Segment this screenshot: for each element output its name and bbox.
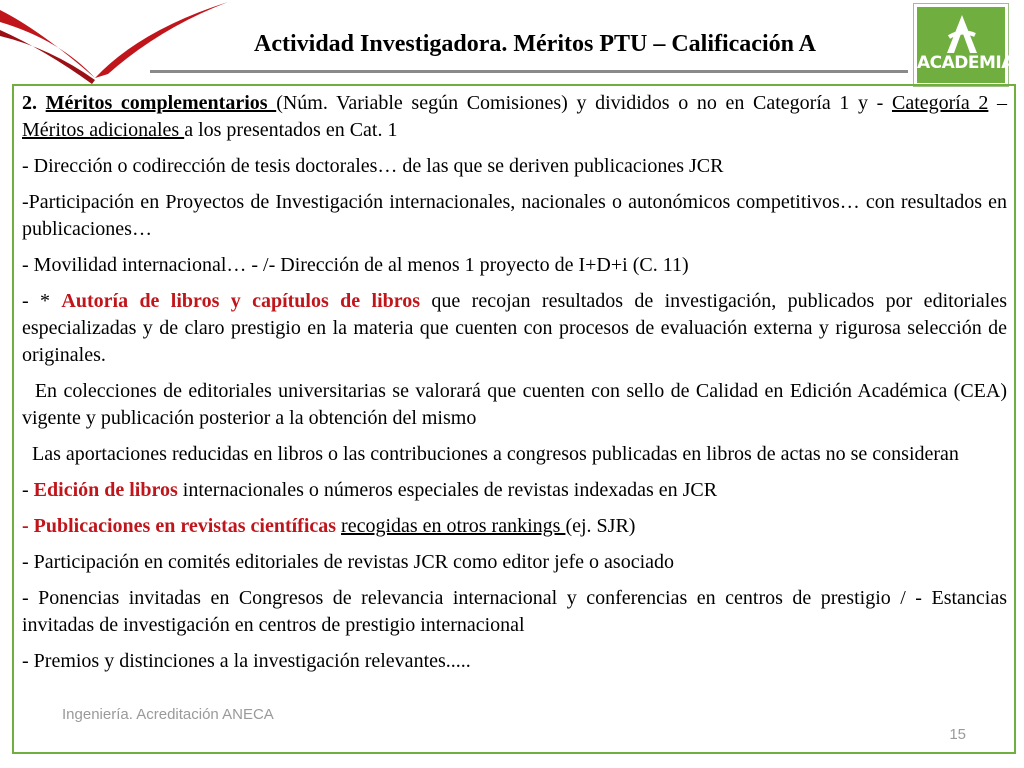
text-segment: (Núm. Variable según Comisiones) y divididos o no en Categoría 1 y -	[276, 92, 892, 114]
paragraph-tesis: - Dirección o codirección de tesis doctorales… de las que se deriven publicaciones JCR	[22, 155, 724, 177]
paragraph-autoria-libros	[22, 288, 1007, 369]
text-segment: que recojan resultados de investigación, publicados por editoriales especializadas y de claro prestigio en la materia que cuenten con procesos de evaluación externa y rigurosa selección de originales.	[22, 290, 1007, 366]
paragraph-ponencias: - Ponencias invitadas en Congresos de relevancia internacional y conferencias en centros de prestigio / - Estancias invitadas de investigación en centros de prestigio internacional	[22, 587, 1007, 636]
footer-text: Ingeniería. Acreditación ANECA	[62, 706, 274, 723]
text-segment: a los presentados en Cat. 1	[184, 119, 398, 141]
text-segment: -	[22, 479, 34, 501]
text-segment: –	[988, 92, 1008, 114]
academia-a-icon	[917, 9, 1007, 59]
page-number: 15	[949, 726, 966, 743]
section-number: 2.	[22, 92, 46, 114]
meritos-complementarios-heading: Méritos complementarios	[45, 92, 277, 114]
paragraph-publicaciones	[22, 513, 1007, 540]
text-segment: (ej. SJR)	[565, 515, 636, 537]
paragraph-meritos-complementarios	[22, 90, 1007, 144]
text-segment: - *	[22, 290, 62, 312]
paragraph-aportaciones: Las aportaciones reducidas en libros o las contribuciones a congresos publicadas en libros de actas no se consideran	[22, 443, 959, 465]
paragraph-edicion-libros	[22, 477, 1007, 504]
meritos-adicionales-text: Méritos adicionales	[22, 119, 185, 141]
slide-content	[22, 90, 1012, 684]
paragraph-premios: - Premios y distinciones a la investigación relevantes.....	[22, 650, 471, 672]
paragraph-proyectos: -Participación en Proyectos de Investigación internacionales, nacionales o autonómicos competitivos… con resultados en publicaciones…	[22, 191, 1007, 240]
paragraph-comites: - Participación en comités editoriales de revistas JCR como editor jefe o asociado	[22, 551, 675, 573]
highlight-publicaciones: - Publicaciones en revistas científicas	[22, 515, 337, 537]
rankings-text: recogidas en otros rankings	[341, 515, 566, 537]
highlight-edicion: Edición de libros	[33, 479, 178, 501]
academia-logo	[913, 3, 1014, 87]
academia-logo-text: ACADEMIA	[917, 53, 1014, 73]
paragraph-movilidad: - Movilidad internacional… - /- Dirección de al menos 1 proyecto de I+D+i (C. 11)	[22, 254, 689, 276]
slide-title: Actividad Investigadora. Méritos PTU – Calificación A	[254, 31, 816, 57]
paragraph-colecciones: En colecciones de editoriales universitarias se valorará que cuenten con sello de Calidad en Edición Académica (CEA) vigente y publicación posterior a la obtención del mismo	[22, 380, 1012, 429]
highlight-autoria: Autoría de libros y capítulos de libros	[61, 290, 421, 312]
text-segment: internacionales o números especiales de revistas indexadas en JCR	[177, 479, 718, 501]
title-divider	[150, 70, 908, 73]
categoria-2-text: Categoría 2	[891, 92, 989, 114]
